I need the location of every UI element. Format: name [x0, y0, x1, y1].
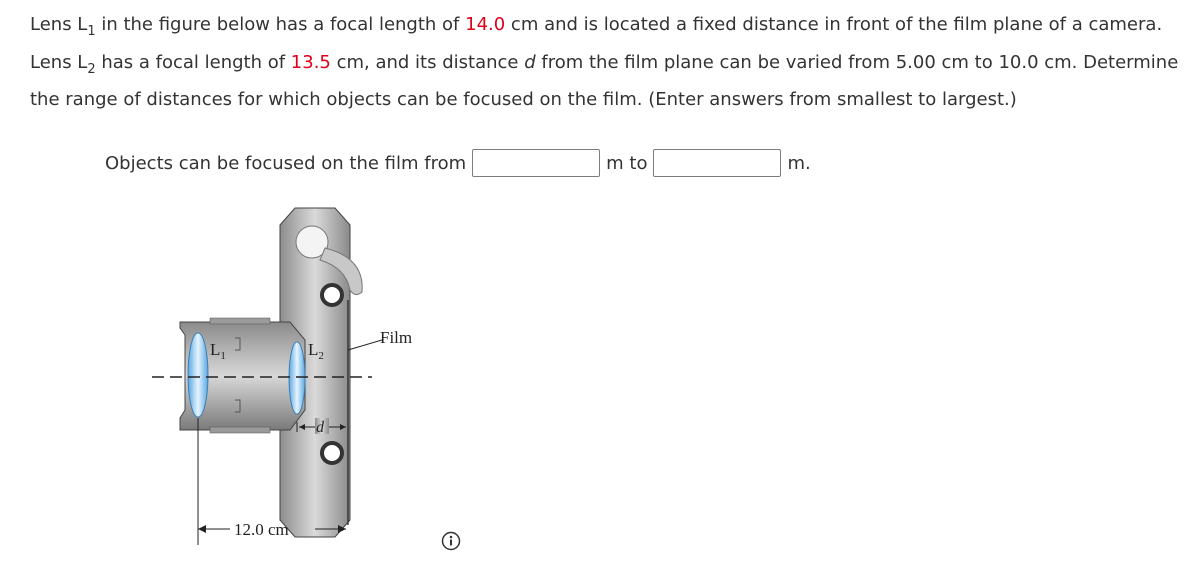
text-range-instructions: from the film plane can be varied from 5.00 cm to 10.0 cm. Determine the range of distances for which objects can be focused on the film. (Enter answers from smallest to largest.): [30, 51, 1179, 110]
camera-lens-figure: [150, 200, 413, 550]
focal-length-1-value: 14.0: [465, 14, 506, 35]
film-label: Film: [380, 328, 413, 347]
screw-bottom: [322, 443, 342, 463]
dim-arrow-left: [198, 525, 206, 533]
text-focal-length-intro-2: has a focal length of: [95, 51, 291, 73]
answer-suffix: m.: [787, 152, 811, 174]
barrel-knurl-bottom: [210, 427, 270, 433]
answer-mid: m to: [606, 152, 648, 174]
min-distance-input[interactable]: [472, 149, 600, 177]
max-distance-input[interactable]: [653, 149, 781, 177]
text-fixed-distance: cm and is located a fixed distance in front of the film plane of a camera. Lens L: [30, 14, 1163, 73]
problem-text: [30, 6, 1195, 119]
subscript-1: 1: [87, 24, 96, 39]
info-circle-icon[interactable]: [440, 530, 462, 552]
answer-prefix: Objects can be focused on the film from: [105, 152, 467, 174]
barrel-knurl-top: [210, 318, 270, 324]
subscript-2: 2: [87, 61, 96, 77]
lens-l1: [188, 333, 208, 417]
film-pointer: [348, 340, 382, 350]
lens-l2: [289, 342, 305, 414]
text-lens-l: Lens L: [30, 14, 88, 35]
text-focal-length-intro: in the figure below has a focal length of: [95, 14, 466, 35]
length-label: 12.0 cm: [234, 520, 289, 539]
lens-l1-label: $L_1$: [210, 340, 226, 362]
focal-length-2-value: 13.5: [290, 51, 331, 73]
answer-row: [105, 148, 811, 178]
text-distance-intro: cm, and its distance: [330, 51, 525, 73]
screw-top: [322, 285, 342, 305]
variable-d: d: [524, 51, 536, 73]
lens-l2-label: $L_2$: [308, 340, 324, 362]
d-label: d: [316, 419, 324, 436]
